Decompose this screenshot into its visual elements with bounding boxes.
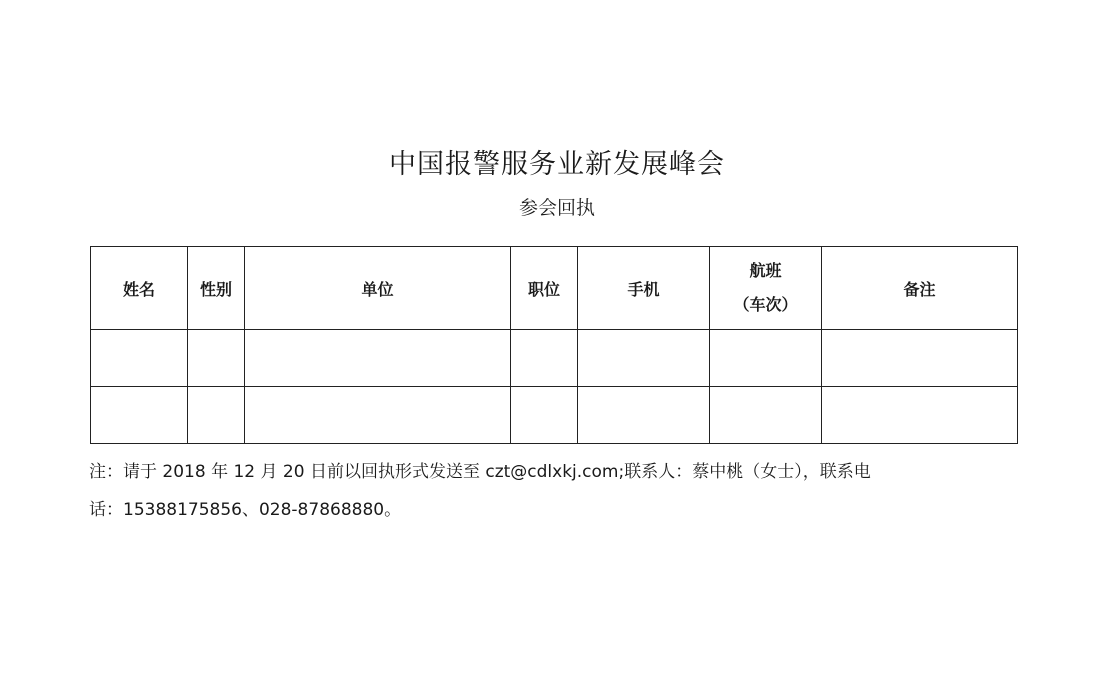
header-gender: 性别: [188, 247, 245, 330]
document-title: 中国报警服务业新发展峰会: [389, 149, 725, 180]
table-row: [91, 387, 1018, 444]
cell-position[interactable]: [511, 330, 578, 387]
cell-position[interactable]: [511, 387, 578, 444]
registration-table: [90, 246, 1018, 444]
cell-remarks[interactable]: [822, 387, 1018, 444]
note-line-2: 话：15388175856、028-87868880。: [89, 500, 402, 520]
cell-remarks[interactable]: [822, 330, 1018, 387]
document-subtitle: 参会回执: [518, 197, 595, 219]
header-mobile: 手机: [578, 247, 710, 330]
cell-mobile[interactable]: [578, 387, 710, 444]
header-flight-line2: （车次）: [733, 295, 798, 314]
note-line-1: 注：请于 2018 年 12 月 20 日前以回执形式发送至 czt@cdlxkj.com;联系人：蔡中桃（女士），联系电: [89, 462, 871, 482]
table-header-row: [91, 247, 1018, 330]
header-flight-line1: 航班: [749, 261, 782, 280]
cell-name[interactable]: [91, 387, 188, 444]
header-position: 职位: [511, 247, 578, 330]
cell-organization[interactable]: [245, 330, 511, 387]
header-remarks: 备注: [822, 247, 1018, 330]
header-name: 姓名: [91, 247, 188, 330]
header-organization: 单位: [245, 247, 511, 330]
cell-gender[interactable]: [188, 387, 245, 444]
cell-mobile[interactable]: [578, 330, 710, 387]
cell-flight[interactable]: [710, 387, 822, 444]
header-flight: [710, 247, 822, 330]
cell-name[interactable]: [91, 330, 188, 387]
table-row: [91, 330, 1018, 387]
cell-organization[interactable]: [245, 387, 511, 444]
cell-flight[interactable]: [710, 330, 822, 387]
cell-gender[interactable]: [188, 330, 245, 387]
note-paragraph: [89, 453, 1024, 529]
